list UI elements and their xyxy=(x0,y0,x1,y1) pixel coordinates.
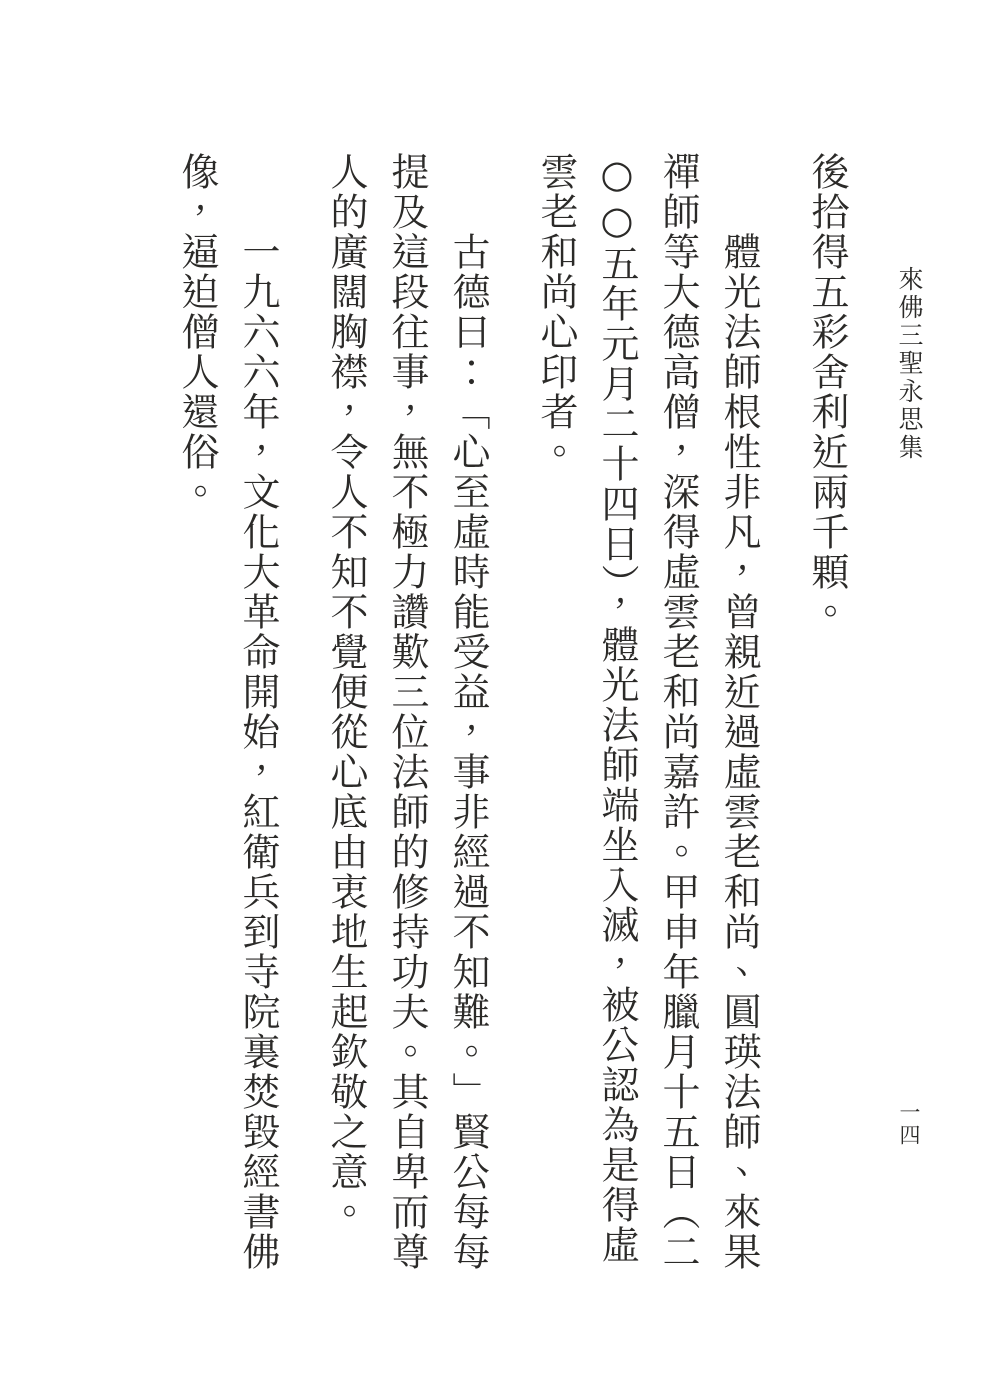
paragraph: 體光法師根性非凡，曾親近過虛雲老和尚、圓瑛法師、來果禪師等大德高僧，深得虛雲老和尚嘉許。甲申年臘月十五日（二○○五年元月二十四日），體光法師端坐入滅，被公認為是得虛雲老和尚心印者。 xyxy=(534,152,761,1272)
page-number: 一四 xyxy=(897,1101,921,1147)
paragraph: 古德曰：「心至虛時能受益，事非經過不知難。」賢公每每提及這段往事，無不極力讚歎三位法師的修持功夫。其自卑而尊人的廣闊胸襟，令人不知不覺便從心底由衷地生起欽敬之意。 xyxy=(324,152,490,1272)
running-head-title: 來佛三聖永思集 xyxy=(895,266,924,462)
paragraph: 一九六六年，文化大革命開始，紅衛兵到寺院裏焚毀經書佛像，逼迫僧人還俗。 xyxy=(175,152,280,1272)
paragraph: 後拾得五彩舍利近兩千顆。 xyxy=(805,152,849,632)
text-block xyxy=(137,152,857,1276)
